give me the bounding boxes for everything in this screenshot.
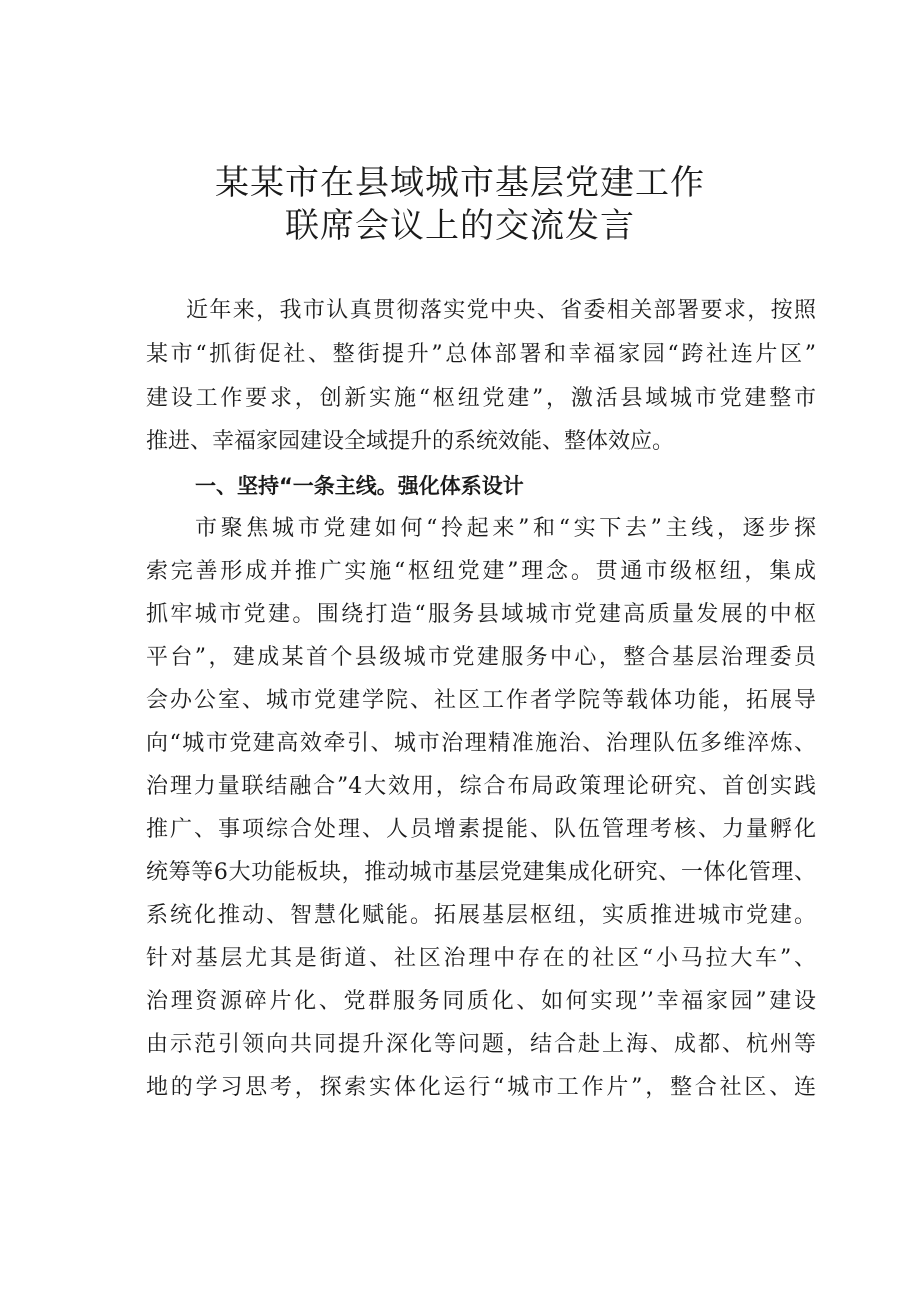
section-1-line-9: 统筹等6大功能板块，推动城市基层党建集成化研究、一体化管理、 [146,860,816,885]
section-1-line-1: 市聚焦城市党建如何“拎起来”和“实下去”主线，逐步探 [195,516,816,541]
intro-line-1: 近年来，我市认真贯彻落实党中央、省委相关部署要求，按照 [186,298,816,323]
section-1-line-7: 治理力量联结融合”4大效用，综合布局政策理论研究、首创实践 [146,774,816,799]
intro-line-4: 推进、幸福家园建设全域提升的系统效能、整体效应。 [146,429,675,454]
section-1-line-10: 系统化推动、智慧化赋能。拓展基层枢纽，实质推进城市党建。 [146,903,816,928]
section-1-line-2: 索完善形成并推广实施“枢纽党建”理念。贯通市级枢纽，集成 [146,559,816,584]
section-1-heading: 一、坚持“一条主线。强化体系设计 [195,474,524,498]
intro-line-3: 建设工作要求，创新实施“枢纽党建”，激活县域城市党建整市 [146,386,816,411]
intro-line-2: 某市“抓街促社、整街提升”总体部署和幸福家园“跨社连片区” [146,342,816,367]
section-1-line-14: 地的学习思考，探索实体化运行“城市工作片”，整合社区、连 [146,1075,816,1100]
section-1-line-12: 治理资源碎片化、党群服务同质化、如何实现’’幸福家园”建设 [146,989,816,1014]
section-1-line-5: 会办公室、城市党建学院、社区工作者学院等载体功能，拓展导 [146,688,816,713]
section-1-line-13: 由示范引领向共同提升深化等问题，结合赴上海、成都、杭州等 [146,1032,816,1057]
section-1-line-4: 平台”，建成某首个县级城市党建服务中心，整合基层治理委员 [146,645,816,670]
section-1-line-6: 向“城市党建高效牵引、城市治理精准施治、治理队伍多维淬炼、 [146,731,816,756]
section-1-line-11: 针对基层尤其是街道、社区治理中存在的社区“小马拉大车”、 [146,946,816,971]
section-1-line-8: 推广、事项综合处理、人员增素提能、队伍管理考核、力量孵化 [146,817,816,842]
document-title-line-2: 联席会议上的交流发言 [285,206,635,246]
document-title-line-1: 某某市在县域城市基层党建工作 [215,163,705,203]
section-1-line-3: 抓牢城市党建。围绕打造“服务县域城市党建高质量发展的中枢 [146,602,816,627]
